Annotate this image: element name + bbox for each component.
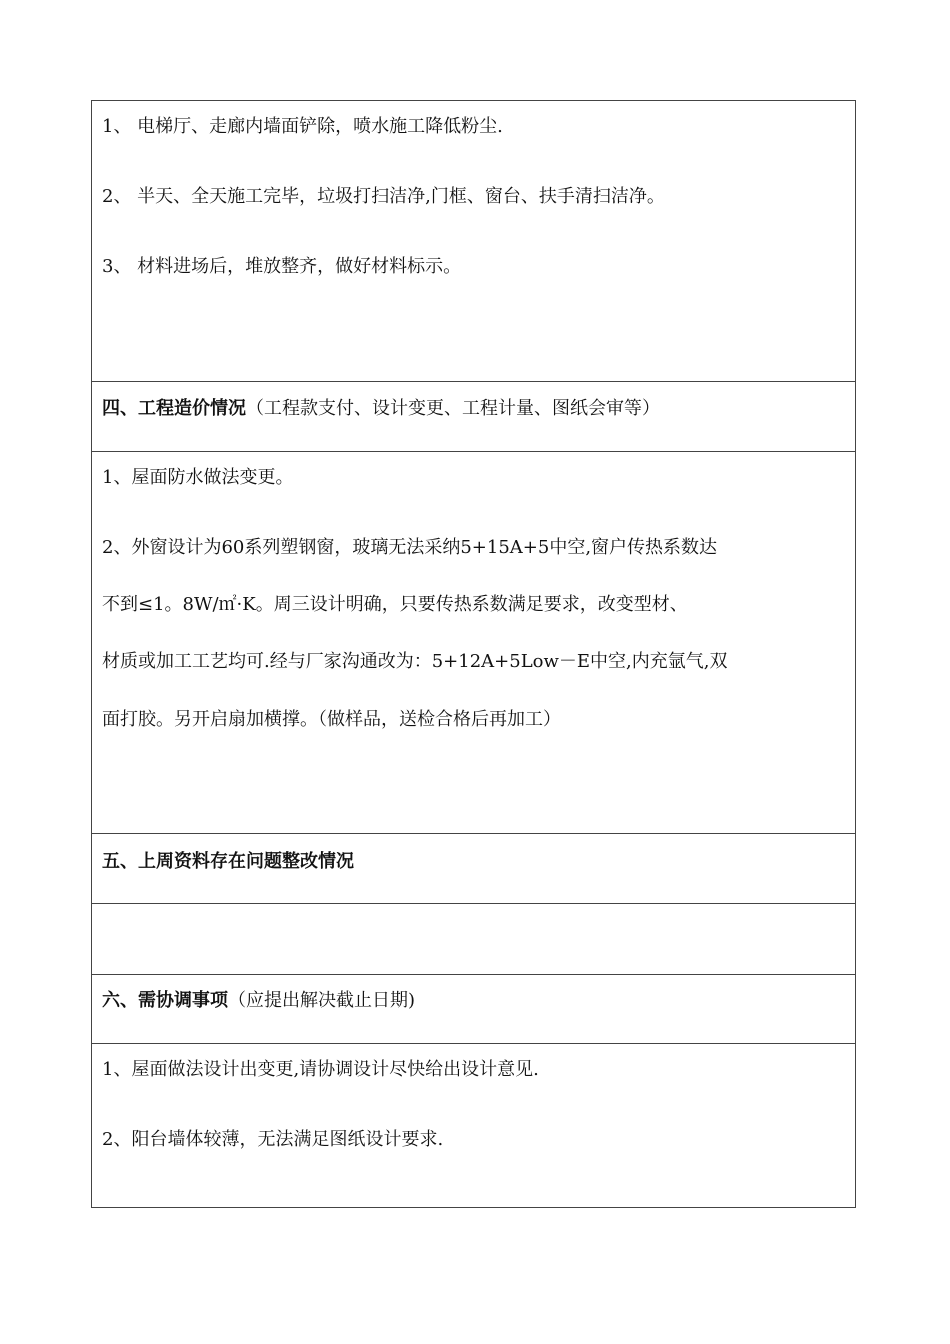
report-table	[91, 100, 856, 1208]
section6-line-1: 1、屋面做法设计出变更,请协调设计尽快给出设计意见.	[102, 1059, 539, 1080]
section4-line-3: 不到≤1。8W/㎡·K。周三设计明确，只要传热系数满足要求，改变型材、	[102, 594, 688, 615]
section6-content-row	[92, 1043, 855, 1207]
section4-heading	[102, 397, 660, 421]
section6-note: （应提出解决截止日期)	[228, 990, 416, 1011]
section5-content-row	[92, 903, 855, 974]
section3-item-3: 3、 材料进场后，堆放整齐，做好材料标示。	[102, 256, 462, 277]
section4-content-row	[92, 451, 855, 833]
section4-header-row	[92, 381, 855, 451]
section4-line-1: 1、屋面防水做法变更。	[102, 467, 294, 488]
section3-item-2: 2、 半天、全天施工完毕，垃圾打扫洁净,门框、窗台、扶手清扫洁净。	[102, 186, 665, 207]
section6-heading	[102, 989, 415, 1013]
section4-title: 四、工程造价情况	[102, 398, 246, 419]
section4-line-5: 面打胶。另开启扇加横撑。（做样品，送检合格后再加工）	[102, 709, 561, 730]
section6-line-2: 2、阳台墙体较薄，无法满足图纸设计要求.	[102, 1129, 444, 1150]
section3-item-1: 1、 电梯厅、走廊内墙面铲除，喷水施工降低粉尘.	[102, 116, 503, 137]
section5-header-row	[92, 833, 855, 903]
section4-line-4: 材质或加工工艺均可.经与厂家沟通改为：5+12A+5Low－E中空,内充氩气,双	[102, 651, 728, 672]
section5-title: 五、上周资料存在问题整改情况	[102, 851, 354, 872]
section4-note: （工程款支付、设计变更、工程计量、图纸会审等）	[246, 398, 660, 419]
section3-content-row	[92, 101, 855, 381]
section6-title: 六、需协调事项	[102, 990, 228, 1011]
section4-line-2: 2、外窗设计为60系列塑钢窗，玻璃无法采纳5+15A+5中空,窗户传热系数达	[102, 537, 718, 558]
section6-header-row	[92, 974, 855, 1043]
